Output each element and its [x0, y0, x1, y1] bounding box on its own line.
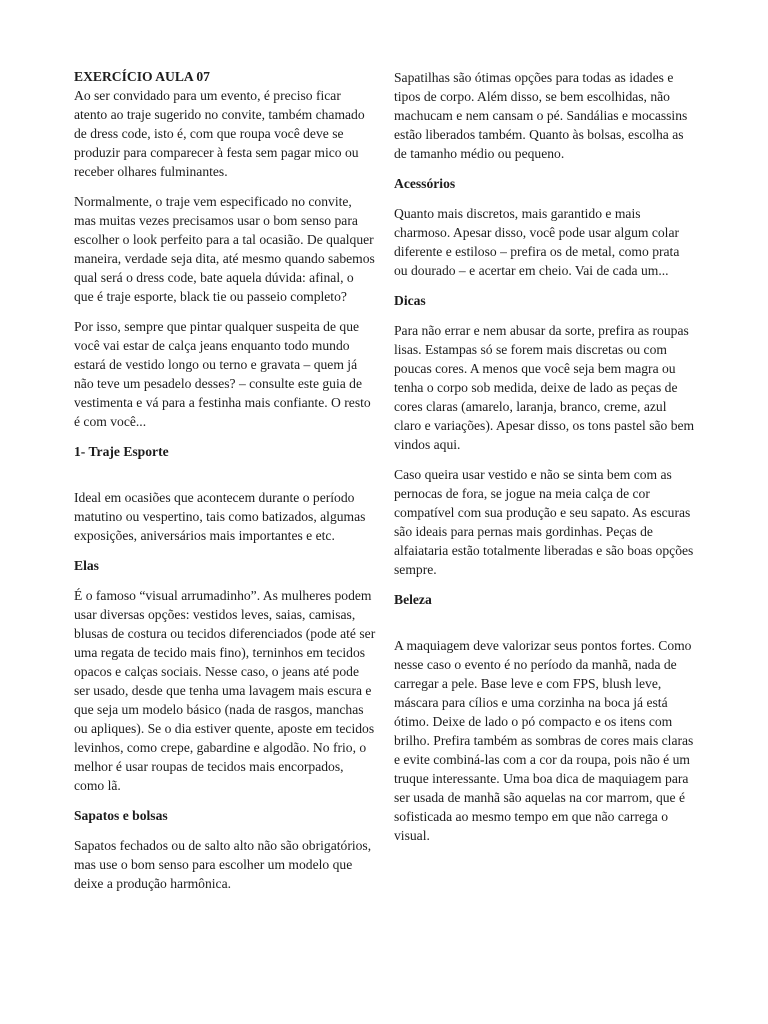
paragraph: Sapatilhas são ótimas opções para todas as idades e tipos de corpo. Além disso, se bem escolhidas, não machucam e nem cansam o pé. Sandálias e mocassins estão liberados também. Quanto às bolsas, escolha as de tamanho médio ou pequeno.	[394, 70, 688, 161]
paragraph: Quanto mais discretos, mais garantido e mais charmoso. Apesar disso, você pode usar algum colar diferente e estiloso – prefira os de metal, como prata ou dourado – e acertar em cheio. Vai de cada um...	[394, 206, 680, 278]
paragraph: É o famoso “visual arrumadinho”. As mulheres podem usar diversas opções: vestidos leves, saias, camisas, blusas de costura ou tecidos diferenciados (pode até ser uma regata de tecido mais fino), terninhos em tecidos opacos e calças sociais. Nesse caso, o jeans até pode ser usado, desde que tenha uma lavagem mais escura e que seja um modelo básico (nada de rasgos, manchas ou apliques). Se o dia estiver quente, aposte em tecidos levinhos, como crepe, gabardine e algodão. No frio, o melhor é usar roupas de tecidos mais encorpados, como lã.	[74, 588, 376, 793]
section-heading-sapatos-bolsas: Sapatos e bolsas	[74, 808, 168, 823]
paragraph: Ao ser convidado para um evento, é preciso ficar atento ao traje sugerido no convite, também chamado de dress code, isto é, com que roupa você deve se produzir para comparecer à festa sem pagar mico ou receber olhares fulminantes.	[74, 88, 365, 179]
paragraph: Por isso, sempre que pintar qualquer suspeita de que você vai estar de calça jeans enquanto todo mundo estará de vestido longo ou terno e gravata – quem já não teve um pesadelo desses? – consulte este guia de vestimenta e vá para a festinha mais confiante. O resto é com você...	[74, 319, 371, 429]
right-column	[394, 68, 696, 856]
paragraph: Para não errar e nem abusar da sorte, prefira as roupas lisas. Estampas só se forem mais discretas ou com poucas cores. A menos que você seja bem magra ou tenha o corpo sob medida, deixe de lado as peças de cores claras (amarelo, laranja, branco, creme, azul claro e variações). Apesar disso, os tons pastel são bem vindos aqui.	[394, 323, 695, 452]
section-heading-elas: Elas	[74, 558, 99, 573]
paragraph: Ideal em ocasiões que acontecem durante o período matutino ou vespertino, tais como batizados, algumas exposições, aniversários mais importantes e etc.	[74, 490, 366, 543]
section-heading-beleza: Beleza	[394, 592, 432, 607]
document-title: EXERCÍCIO AULA 07	[74, 69, 210, 84]
section-heading-dicas: Dicas	[394, 293, 426, 308]
section-heading-traje-esporte: 1- Traje Esporte	[74, 444, 169, 459]
paragraph: Normalmente, o traje vem especificado no convite, mas muitas vezes precisamos usar o bom senso para escolher o look perfeito para a tal ocasião. De qualquer maneira, verdade seja dita, até mesmo quando sabemos qual será o dress code, bate aquela dúvida: afinal, o que é traje esporte, black tie ou passeio completo?	[74, 194, 375, 304]
paragraph: Sapatos fechados ou de salto alto não são obrigatórios, mas use o bom senso para escolher um modelo que deixe a produção harmônica.	[74, 838, 372, 891]
paragraph: Caso queira usar vestido e não se sinta bem com as pernocas de fora, se jogue na meia calça de cor compatível com sua produção e seu sapato. As escuras são ideais para pernas mais gordinhas. Peças de alfaiataria estão totalmente liberadas e são boas opções sempre.	[394, 467, 694, 577]
left-column	[74, 68, 376, 904]
paragraph: A maquiagem deve valorizar seus pontos fortes. Como nesse caso o evento é no período da manhã, nada de carregar a pele. Base leve e com FPS, blush leve, máscara para cílios e uma corzinha na boca já está ótimo. Deixe de lado o pó compacto e os itens com brilho. Prefira também as sombras de cores mais claras e evite combiná-las com a cor da roupa, pois não é um truque interessante. Uma boa dica de maquiagem para ser usada de manhã são aquelas na cor marrom, que é sofisticada ao mesmo tempo em que não carrega o visual.	[394, 638, 694, 843]
section-heading-acessorios: Acessórios	[394, 176, 456, 191]
